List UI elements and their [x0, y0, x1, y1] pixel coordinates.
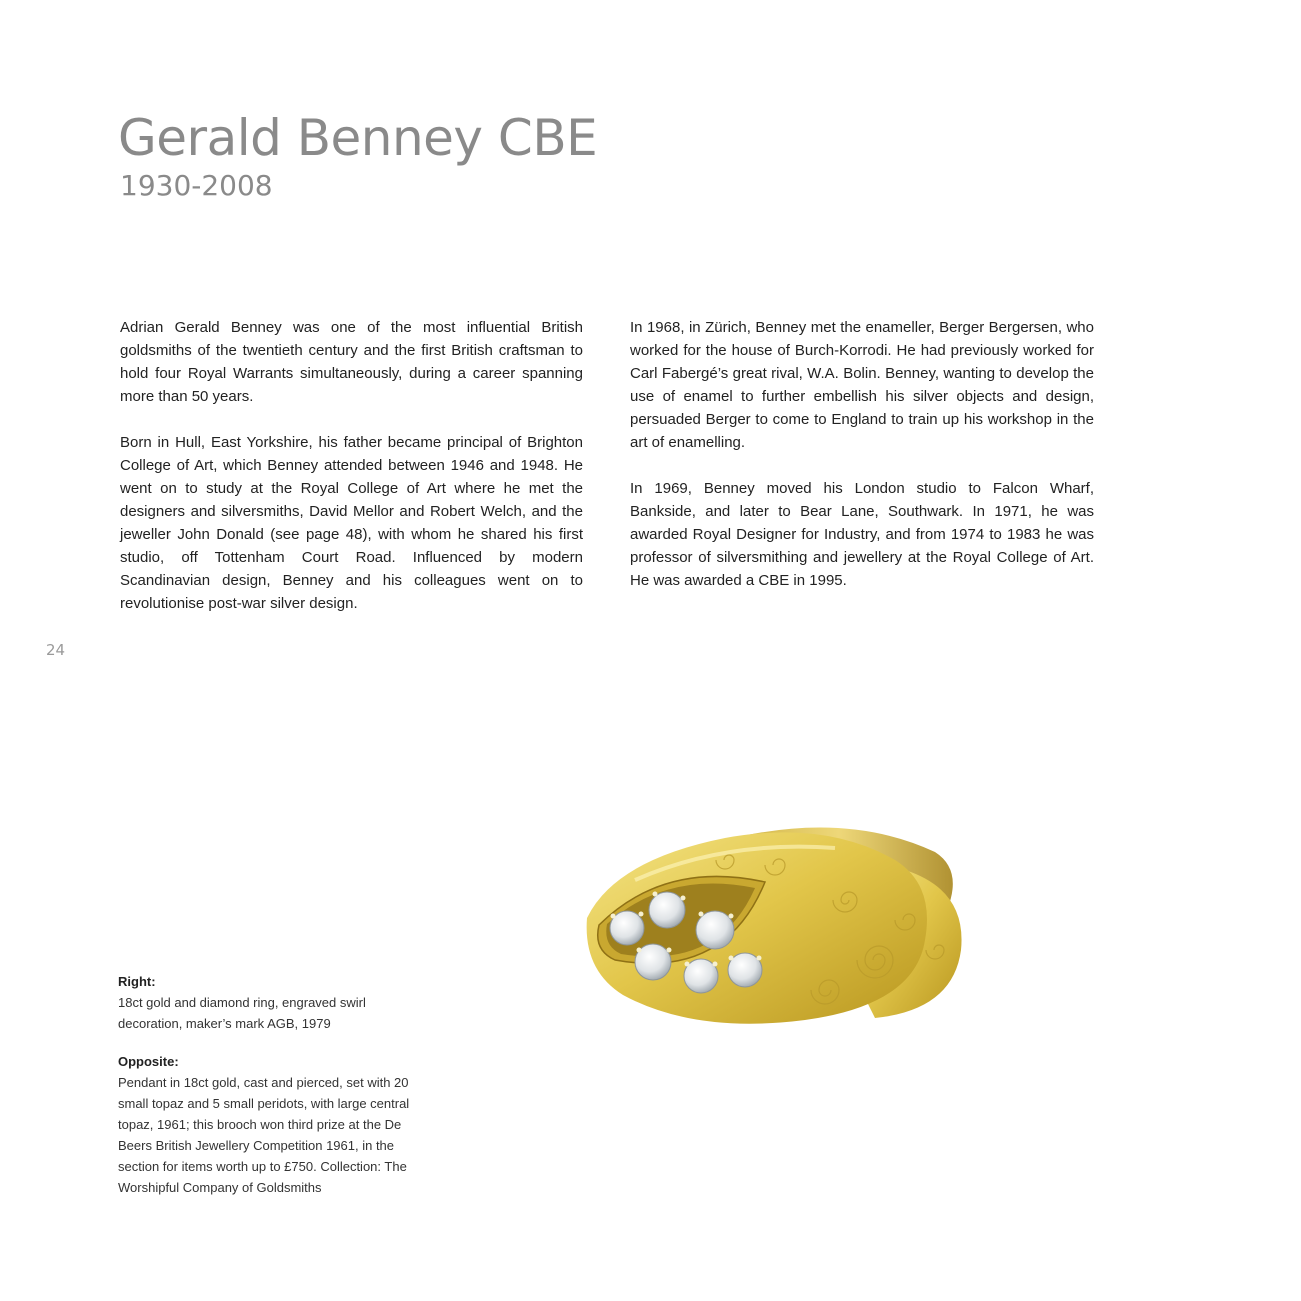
caption-heading: Right: — [118, 974, 156, 989]
caption-right — [118, 971, 428, 1034]
paragraph: Adrian Gerald Benney was one of the most influential British goldsmiths of the twentieth century and the first British craftsman to hold four Royal Warrants simultaneously, during a career spanning more than 50 years. — [120, 319, 583, 405]
ring-photo — [575, 790, 975, 1050]
caption-opposite — [118, 1051, 428, 1198]
caption-heading: Opposite: — [118, 1054, 179, 1069]
caption-text: 18ct gold and diamond ring, engraved swirl decoration, maker’s mark AGB, 1979 — [118, 995, 366, 1031]
page-number: 24 — [46, 641, 66, 659]
text-column-left — [120, 316, 583, 638]
page-title: Gerald Benney CBE — [118, 109, 598, 167]
image-captions — [118, 971, 428, 1215]
paragraph: In 1969, Benney moved his London studio to Falcon Wharf, Bankside, and later to Bear Lane, Southwark. In 1971, he was awarded Royal Designer for Industry, and from 1974 to 1983 he was professor of silversmithing and jewellery at the Royal College of Art. He was awarded a CBE in 1995. — [630, 480, 1094, 589]
life-dates: 1930-2008 — [120, 169, 273, 202]
paragraph: Born in Hull, East Yorkshire, his father became principal of Brighton College of Art, which Benney attended between 1946 and 1948. He went on to study at the Royal College of Art where he met the designers and silversmiths, David Mellor and Robert Welch, and the jeweller John Donald (see page 48), with whom he shared his first studio, off Tottenham Court Road. Influenced by modern Scandinavian design, Benney and his colleagues went on to revolutionise post-war silver design. — [120, 434, 583, 612]
paragraph: In 1968, in Zürich, Benney met the enameller, Berger Bergersen, who worked for the house of Burch-Korrodi. He had previously worked for Carl Fabergé’s great rival, W.A. Bolin. Benney, wanting to develop the use of enamel to further embellish his silver objects and design, persuaded Berger to come to England to train up his workshop in the art of enamelling. — [630, 319, 1094, 451]
text-column-right — [630, 316, 1094, 615]
caption-text: Pendant in 18ct gold, cast and pierced, set with 20 small topaz and 5 small peridots, with large central topaz, 1961; this brooch won third prize at the De Beers British Jewellery Competition 1961, in the section for items worth up to £750. Collection: The Worshipful Company of Goldsmiths — [118, 1075, 410, 1195]
